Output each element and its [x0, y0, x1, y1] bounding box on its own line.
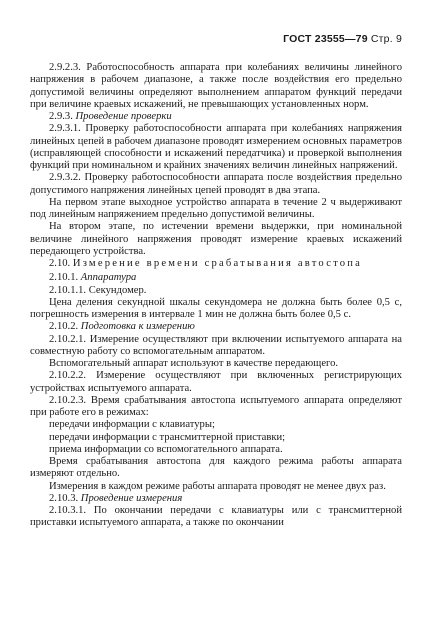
- paragraph-2-10-2-2: [30, 370, 402, 395]
- clause-number: 2.9.3.: [49, 111, 73, 122]
- clause-number: 2.10.2.: [49, 321, 79, 333]
- clause-text: Цена деления секундной шкалы секундомера не должна быть более 0,5 с, погрешность измерения в интервале 1 мин не должна быть более 0,5 с.: [30, 296, 402, 320]
- clause-number: 2.10.2.2.: [49, 370, 87, 382]
- clause-text: приема информации со вспомогательного аппарата.: [49, 443, 283, 455]
- clause-text: Работоспособность аппарата при колебаниях величины линейного напряжения в рабочем диапазоне, а также после воздействия его предельно допустимой величины определяют выполнением аппаратом функций передачи при величине краевых искажений, не превышающих установленных норм.: [30, 62, 402, 110]
- page-header: [283, 33, 402, 45]
- clause-text: передачи информации с трансмиттерной приставки;: [49, 431, 286, 443]
- clause-number: 2.9.3.1.: [49, 123, 81, 135]
- clause-number: 2.10.2.3.: [49, 394, 87, 406]
- paragraph-stopwatch-precision: [30, 297, 402, 322]
- list-item: [30, 444, 402, 456]
- document-body: [30, 62, 402, 530]
- section-heading-2-10: [30, 258, 402, 270]
- clause-number: 2.9.3.2.: [49, 172, 81, 184]
- clause-number: 2.10.3.1.: [49, 505, 87, 516]
- clause-number: 2.10.1.: [49, 272, 79, 284]
- clause-text: По окончании передачи с клавиатуры или с трансмиттерной приставки испытуемого аппарата, а также по окончании: [30, 505, 402, 529]
- list-item: [30, 419, 402, 431]
- section-title: Проведение измерения: [80, 492, 183, 504]
- section-heading-2-10-3: [30, 493, 402, 505]
- paragraph-auxiliary-device: [30, 358, 402, 370]
- clause-number: 2.10.: [49, 258, 71, 269]
- paragraph-measure-twice: [30, 481, 402, 493]
- section-title: Проведение проверки: [75, 111, 172, 122]
- clause-number: 2.10.1.1.: [49, 284, 87, 296]
- section-heading-2-10-2: [30, 321, 402, 333]
- section-title: Аппаратура: [80, 272, 137, 284]
- section-heading-2-10-1: [30, 272, 402, 284]
- paragraph-first-stage: [30, 197, 402, 222]
- paragraph-2-10-2-3: [30, 395, 402, 420]
- paragraph-2-10-3-1: [30, 505, 402, 530]
- clause-number: 2.10.2.1.: [49, 333, 87, 345]
- paragraph-2-9-3-2: [30, 172, 402, 197]
- section-title: Подготовка к измерению: [80, 321, 195, 333]
- clause-number: 2.9.2.3.: [49, 62, 81, 73]
- clause-text: Измерение осуществляют при включении испытуемого аппарата на совместную работу со вспомогательным аппаратом.: [30, 333, 402, 357]
- clause-number: 2.10.3.: [49, 492, 79, 504]
- paragraph-2-9-3-1: [30, 123, 402, 172]
- clause-text: Проверку работоспособности аппарата при колебаниях напряжения линейных цепей в рабочем диапазоне проводят измерением основных параметров (исправляющей способности и искажений передатчика) и проверкой выполнения функций при номинальном и крайних значениях величин линейных напряжений.: [30, 123, 402, 171]
- section-title: Измерение времени срабатывания автостопа: [72, 258, 363, 269]
- clause-text: Время срабатывания автостопа испытуемого аппарата определяют при работе его в режимах:: [30, 394, 402, 418]
- clause-text: Измерения в каждом режиме работы аппарата проводят не менее двух раз.: [49, 480, 386, 492]
- clause-text: Вспомогательный аппарат используют в качестве передающего.: [49, 358, 339, 369]
- clause-text: Измерение осуществляют при включенных регистрирующих устройствах испытуемого аппарата.: [30, 370, 402, 394]
- list-item: [30, 432, 402, 444]
- clause-text: Время срабатывания автостопа для каждого режима работы аппарата измеряют отдельно.: [30, 456, 402, 480]
- standard-number: ГОСТ 23555—79: [283, 33, 368, 45]
- clause-text: передачи информации с клавиатуры;: [49, 419, 215, 431]
- paragraph-2-9-2-3: [30, 62, 402, 111]
- clause-text: На втором этапе, по истечении времени выдержки, при номинальной величине линейного напряжения проводят измерение краевых искажений передающего устройства.: [30, 221, 402, 257]
- paragraph-2-10-2-1: [30, 334, 402, 359]
- paragraph-2-10-1-1: [30, 285, 402, 297]
- paragraph-measure-separately: [30, 456, 402, 481]
- clause-text: Проверку работоспособности аппарата после воздействия предельно допустимого напряжения линейных цепей проводят в два этапа.: [30, 172, 402, 196]
- clause-text: Секундомер.: [88, 284, 147, 296]
- paragraph-second-stage: [30, 221, 402, 258]
- page-number: Стр. 9: [370, 33, 402, 45]
- clause-text: На первом этапе выходное устройство аппарата в течение 2 ч выдерживают под линейным напряжением предельно допустимой величины.: [30, 196, 402, 220]
- section-heading-2-9-3: [30, 111, 402, 123]
